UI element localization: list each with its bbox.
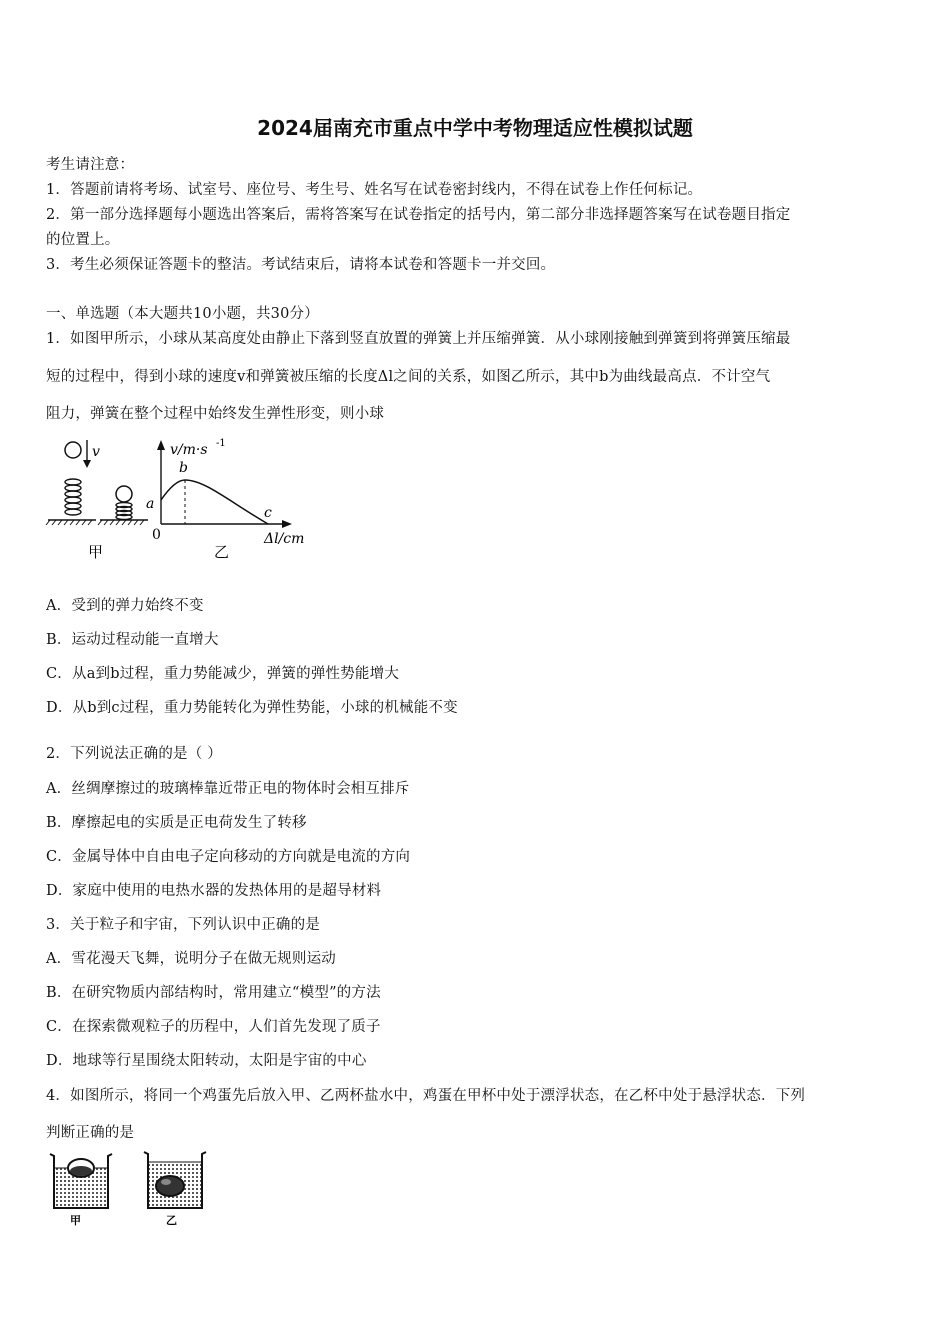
x-axis-label: Δl/cm [264, 531, 305, 547]
q4-stem-line-1: 4．如图所示，将同一个鸡蛋先后放入甲、乙两杯盐水中，鸡蛋在甲杯中处于漂浮状态，在乙杯中处于悬浮状态．下列 [46, 1088, 806, 1104]
ball-on-spring-icon [116, 486, 132, 502]
q3-option-b: B．在研究物质内部结构时，常用建立“模型”的方法 [46, 985, 381, 1001]
spring-left-icon [65, 479, 81, 515]
caption-yi: 乙 [214, 543, 230, 561]
y-axis-exponent: -1 [216, 438, 226, 449]
notice-item-2: 2．第一部分选择题每小题选出答案后，需将答案写在试卷指定的括号内，第二部分非选择题答案写在试卷题目指定 [46, 207, 791, 223]
spring-compressed-icon [116, 503, 132, 520]
section-heading: 一、单选题（本大题共10小题，共30分） [46, 306, 319, 322]
q2-stem: 2．下列说法正确的是（ ） [46, 746, 222, 762]
velocity-curve [161, 480, 268, 524]
q2-option-a: A．丝绸摩擦过的玻璃棒靠近带正电的物体时会相互排斥 [46, 781, 410, 797]
q3-stem: 3．关于粒子和宇宙，下列认识中正确的是 [46, 917, 321, 933]
q1-option-d: D．从b到c过程，重力势能转化为弹性势能，小球的机械能不变 [46, 700, 458, 716]
notice-item-3: 3．考生必须保证答题卡的整洁。考试结束后，请将本试卷和答题卡一并交回。 [46, 257, 556, 273]
q4-figure [44, 1148, 224, 1230]
q3-option-d: D．地球等行星围绕太阳转动，太阳是宇宙的中心 [46, 1053, 367, 1069]
beaker-caption-yi: 乙 [166, 1214, 177, 1227]
y-axis-label: v/m·s [170, 442, 208, 458]
beaker-yi-icon [144, 1152, 206, 1208]
v-label: v [92, 444, 100, 460]
q3-option-a: A．雪花漫天飞舞，说明分子在做无规则运动 [46, 951, 336, 967]
q1-option-c: C．从a到b过程，重力势能减少，弹簧的弹性势能增大 [46, 666, 400, 682]
q1-option-b: B．运动过程动能一直增大 [46, 632, 219, 648]
q4-stem-line-2: 判断正确的是 [46, 1125, 135, 1141]
point-a-label: a [146, 496, 155, 512]
egg-suspended-icon [156, 1176, 184, 1196]
q1-stem-line-1: 1．如图甲所示，小球从某高度处由静止下落到竖直放置的弹簧上并压缩弹簧．从小球刚接触到弹簧到将弹簧压缩最 [46, 331, 791, 347]
notice-heading: 考生请注意： [46, 157, 135, 173]
notice-item-2-cont: 的位置上。 [46, 232, 120, 248]
q2-option-c: C．金属导体中自由电子定向移动的方向就是电流的方向 [46, 849, 411, 865]
q1-stem-line-2: 短的过程中，得到小球的速度v和弹簧被压缩的长度Δl之间的关系，如图乙所示，其中b为曲线最高点．不计空气 [46, 369, 771, 385]
notice-item-1: 1．答题前请将考场、试室号、座位号、考生号、姓名写在试卷密封线内，不得在试卷上作任何标记。 [46, 182, 703, 198]
origin-label: 0 [152, 527, 161, 543]
point-b-label: b [179, 460, 188, 476]
q1-option-a: A．受到的弹力始终不变 [46, 598, 204, 614]
beaker-caption-jia: 甲 [70, 1214, 81, 1227]
q3-option-c: C．在探索微观粒子的历程中，人们首先发现了质子 [46, 1019, 381, 1035]
point-c-label: c [264, 505, 272, 521]
q1-stem-line-3: 阻力，弹簧在整个过程中始终发生弹性形变，则小球 [46, 406, 385, 422]
q2-option-b: B．摩擦起电的实质是正电荷发生了转移 [46, 815, 307, 831]
page-title: 2024届南充市重点中学中考物理适应性模拟试题 [257, 116, 693, 140]
caption-jia: 甲 [88, 543, 104, 561]
beaker-jia-icon [50, 1154, 112, 1208]
falling-ball-icon [65, 442, 81, 458]
q2-option-d: D．家庭中使用的电热水器的发热体用的是超导材料 [46, 883, 382, 899]
q1-figure [40, 432, 330, 567]
